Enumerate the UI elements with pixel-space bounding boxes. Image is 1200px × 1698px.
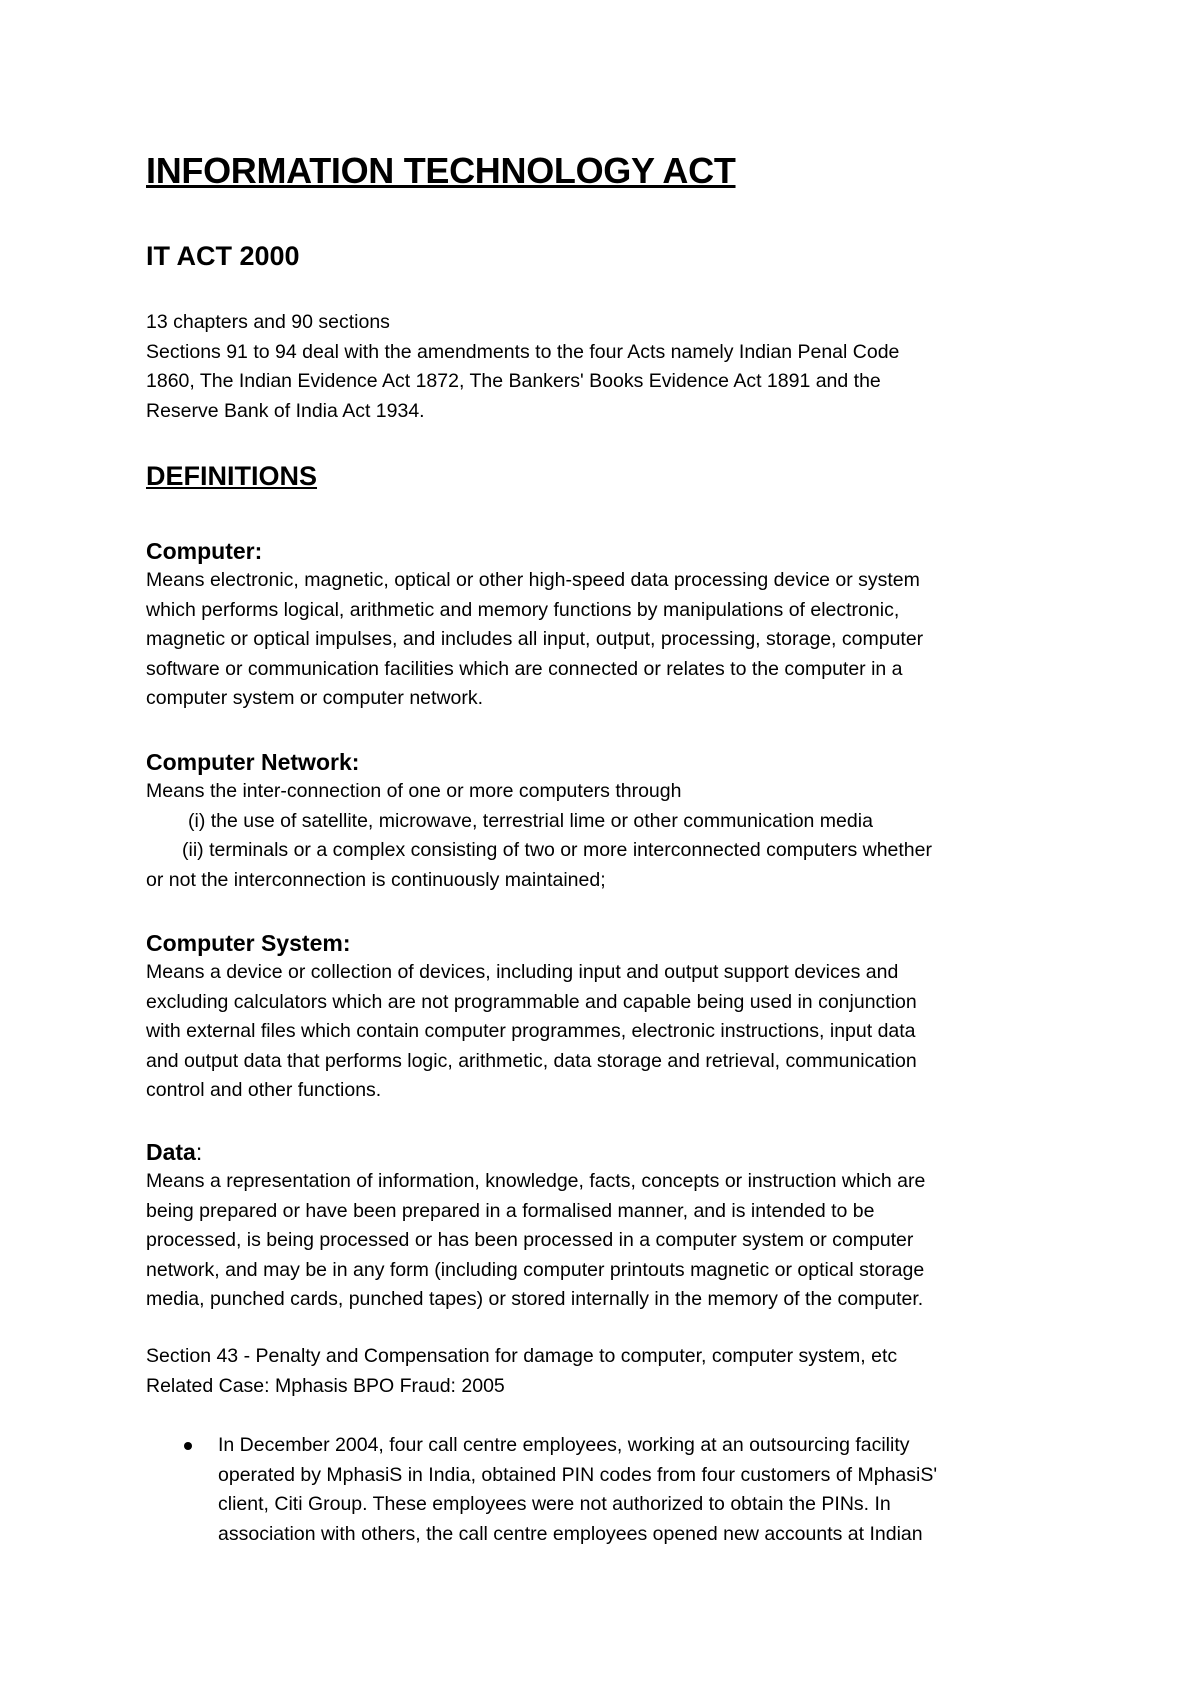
document-content xyxy=(146,150,1066,1545)
bullet-list xyxy=(146,1431,1066,1549)
definition-term-suffix: : xyxy=(195,1139,203,1165)
definition-line: or not the interconnection is continuously maintained; xyxy=(146,868,606,891)
definition-term: Computer Network: xyxy=(146,749,360,775)
definition-item xyxy=(146,836,1066,866)
definition-line: being prepared or have been prepared in a formalised manner, and is intended to be xyxy=(146,1199,875,1222)
intro-paragraph xyxy=(146,308,1066,426)
definition-item xyxy=(146,807,1066,837)
bullet-line: operated by MphasiS in India, obtained PIN codes from four customers of MphasiS' xyxy=(218,1463,938,1486)
definition-line: control and other functions. xyxy=(146,1079,382,1101)
definition-line: Means a device or collection of devices, including input and output support devices and xyxy=(146,961,899,983)
bullet-line: In December 2004, four call centre employees, working at an outsourcing facility xyxy=(218,1434,910,1456)
definition-line: software or communication facilities which are connected or relates to the computer in a xyxy=(146,657,903,680)
bullet-item xyxy=(146,1431,1066,1549)
definition-line: network, and may be in any form (including computer printouts magnetic or optical storage xyxy=(146,1258,925,1281)
definitions-heading: DEFINITIONS xyxy=(146,461,318,491)
intro-line: Sections 91 to 94 deal with the amendments to the four Acts namely Indian Penal Code xyxy=(146,340,900,363)
definition-term xyxy=(146,1137,1066,1167)
definition-line: computer system or computer network. xyxy=(146,687,484,709)
bullet-line: client, Citi Group. These employees were not authorized to obtain the PINs. In xyxy=(218,1493,891,1515)
document-title: INFORMATION TECHNOLOGY ACT xyxy=(146,150,736,191)
document-subtitle: IT ACT 2000 xyxy=(146,241,300,271)
definition-item-text: (ii) terminals or a complex consisting of two or more interconnected computers whether xyxy=(182,839,932,861)
definition-line: with external files which contain computer programmes, electronic instructions, input data xyxy=(146,1020,916,1042)
bullet-line: association with others, the call centre employees opened new accounts at Indian xyxy=(218,1522,923,1545)
definition-line: processed, is being processed or has been processed in a computer system or computer xyxy=(146,1229,914,1251)
intro-line: 1860, The Indian Evidence Act 1872, The Bankers' Books Evidence Act 1891 and the xyxy=(146,370,881,392)
definition-term: Computer: xyxy=(146,538,263,564)
definition-line: media, punched cards, punched tapes) or stored internally in the memory of the computer. xyxy=(146,1288,924,1310)
definition-term-label: Data xyxy=(146,1139,196,1165)
definition-line: Means electronic, magnetic, optical or other high-speed data processing device or system xyxy=(146,569,920,591)
definition-data xyxy=(146,1137,1066,1315)
definition-computer-network xyxy=(146,747,1066,895)
definition-line: which performs logical, arithmetic and memory functions by manipulations of electronic, xyxy=(146,598,900,621)
bullet-dot-icon xyxy=(184,1442,192,1450)
definition-computer-system xyxy=(146,928,1066,1106)
intro-line: Reserve Bank of India Act 1934. xyxy=(146,399,425,422)
intro-line: 13 chapters and 90 sections xyxy=(146,311,390,333)
definition-computer xyxy=(146,536,1066,714)
definition-term: Computer System: xyxy=(146,930,351,956)
definition-line: magnetic or optical impulses, and includes all input, output, processing, storage, computer xyxy=(146,628,924,650)
section-43-paragraph xyxy=(146,1342,1066,1401)
definition-line: Means a representation of information, knowledge, facts, concepts or instruction which are xyxy=(146,1170,926,1192)
definition-item-text: (i) the use of satellite, microwave, terrestrial lime or other communication media xyxy=(188,809,873,832)
definition-line: excluding calculators which are not programmable and capable being used in conjunction xyxy=(146,990,917,1013)
section-line: Section 43 - Penalty and Compensation for damage to computer, computer system, etc xyxy=(146,1345,898,1367)
section-line: Related Case: Mphasis BPO Fraud: 2005 xyxy=(146,1374,505,1397)
case-bullet-list xyxy=(146,1431,1066,1549)
definition-line: and output data that performs logic, arithmetic, data storage and retrieval, communication xyxy=(146,1049,917,1072)
definition-line: Means the inter-connection of one or more computers through xyxy=(146,780,682,802)
